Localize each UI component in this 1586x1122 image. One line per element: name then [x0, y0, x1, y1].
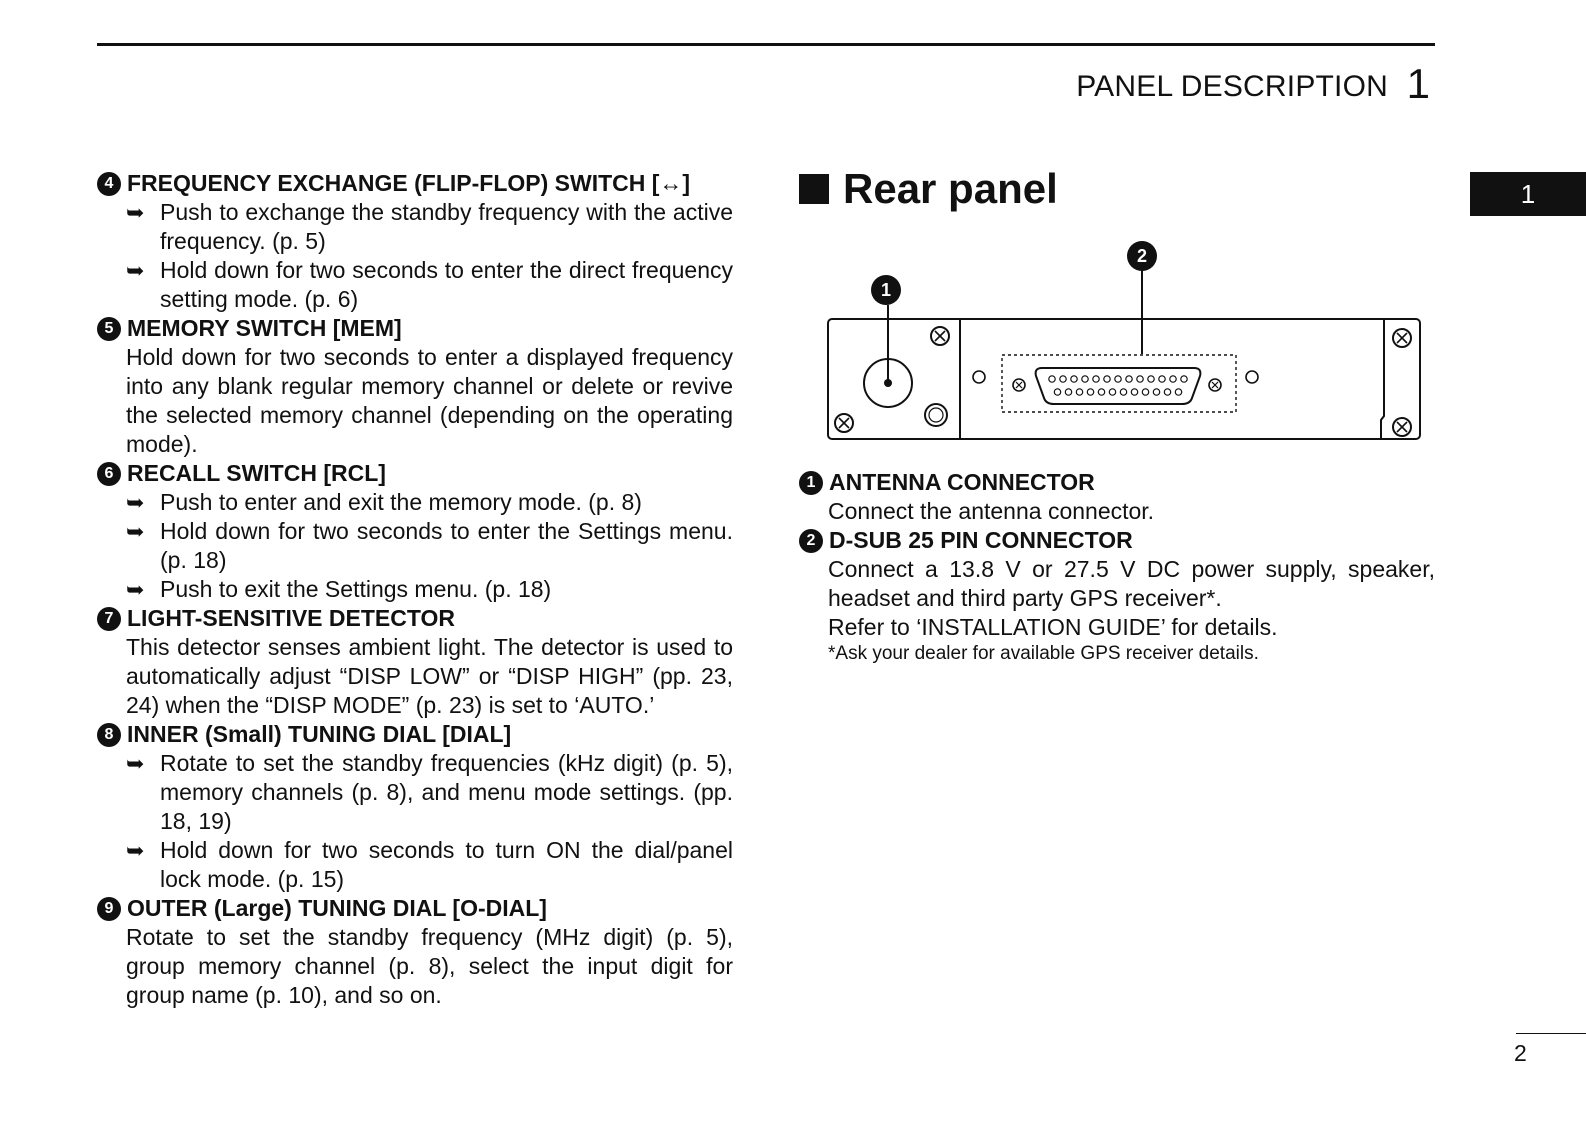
dsub-pin — [1126, 376, 1132, 382]
dsub-pin — [1109, 389, 1115, 395]
dsub-pin — [1087, 389, 1093, 395]
antenna-center-pin-icon — [884, 379, 892, 387]
item-number-badge: 7 — [97, 607, 121, 631]
dsub-pin — [1093, 376, 1099, 382]
item-title: ANTENNA CONNECTOR — [829, 469, 1095, 495]
dsub-pin — [1181, 376, 1187, 382]
item-dsub-connector — [799, 526, 1435, 666]
dsub-pin — [1131, 389, 1137, 395]
bullet-item — [126, 256, 733, 314]
dsub-pin — [1120, 389, 1126, 395]
dsub-pin — [1104, 376, 1110, 382]
dsub-pin — [1159, 376, 1165, 382]
item-title: MEMORY SWITCH [MEM] — [127, 315, 402, 341]
item-description: Connect a 13.8 V or 27.5 V DC power supply, speaker, headset and third party GPS receiver*. — [828, 556, 1435, 611]
item-number-badge: 5 — [97, 317, 121, 341]
light-hole-icon — [925, 404, 947, 426]
item-title: OUTER (Large) TUNING DIAL [O-DIAL] — [127, 895, 547, 921]
item-antenna-connector — [799, 468, 1435, 526]
bullet-arrow-icon: ➥ — [126, 519, 145, 544]
item-number-badge: 2 — [799, 529, 823, 553]
page-header-title: PANEL DESCRIPTION — [1076, 70, 1388, 103]
dsub-pin — [1082, 376, 1088, 382]
dsub-pin — [1098, 389, 1104, 395]
bullet-item — [126, 749, 733, 836]
dsub-pin — [1153, 389, 1159, 395]
item-flip-flop-switch — [97, 169, 733, 314]
dsub-pin — [1071, 376, 1077, 382]
dsub-pin — [1170, 376, 1176, 382]
section-title — [799, 160, 1435, 218]
screw-icon — [835, 414, 853, 432]
item-title: D-SUB 25 PIN CONNECTOR — [829, 527, 1133, 553]
screw-icon — [1393, 418, 1411, 436]
screw-icon — [1393, 329, 1411, 347]
dsub-pin — [1175, 389, 1181, 395]
item-inner-tuning-dial — [97, 720, 733, 894]
item-title: RECALL SWITCH [RCL] — [127, 460, 386, 486]
dsub-pin — [1148, 376, 1154, 382]
page-header-chapter: 1 — [1406, 60, 1430, 107]
callout-label-2: 2 — [1136, 246, 1148, 266]
bullet-arrow-icon: ➥ — [126, 490, 145, 515]
item-outer-tuning-dial — [97, 894, 733, 1010]
bullet-item — [126, 198, 733, 256]
item-recall-switch — [97, 459, 733, 604]
bullet-text: Hold down for two seconds to enter the Settings menu. (p. 18) — [160, 518, 733, 573]
bullet-text: Push to exit the Settings menu. (p. 18) — [160, 576, 552, 602]
item-description: Hold down for two seconds to enter a displayed frequency into any blank regular memory channel or delete or revive the selected memory channel (depending on the operating mode). — [126, 344, 733, 457]
callout-label-1: 1 — [880, 280, 892, 300]
dsub-pin — [1142, 389, 1148, 395]
item-number-badge: 1 — [799, 471, 823, 495]
dsub-pin — [1137, 376, 1143, 382]
page-number: 2 — [1514, 1040, 1527, 1066]
item-description-reference: Refer to ‘INSTALLATION GUIDE’ for details. — [828, 614, 1278, 640]
item-description: Connect the antenna connector. — [828, 498, 1155, 524]
dsub-pin — [1060, 376, 1066, 382]
item-footnote: *Ask your dealer for available GPS receiver details. — [828, 643, 1259, 664]
rear-panel-diagram — [826, 240, 1426, 450]
item-number-badge: 9 — [97, 897, 121, 921]
bullet-item — [126, 836, 733, 894]
dsub-connector-icon — [1036, 368, 1201, 404]
dsub-pin — [1054, 389, 1060, 395]
bullet-item — [126, 488, 733, 517]
bullet-item — [126, 575, 733, 604]
dsub-pin — [1115, 376, 1121, 382]
bullet-text: Hold down for two seconds to enter the direct frequency setting mode. (p. 6) — [160, 257, 733, 312]
chapter-side-tab[interactable]: 1 — [1470, 172, 1586, 216]
screw-icon — [1209, 379, 1221, 391]
screw-icon — [931, 327, 949, 345]
bullet-text: Hold down for two seconds to turn ON the dial/panel lock mode. (p. 15) — [160, 837, 733, 892]
panel-divider-right — [1381, 319, 1384, 439]
bullet-arrow-icon: ➥ — [126, 258, 145, 283]
left-column — [97, 169, 733, 1010]
panel-outline — [828, 319, 1420, 439]
bullet-item — [126, 517, 733, 575]
item-description: Rotate to set the standby frequency (MHz digit) (p. 5), group memory channel (p. 8), select the input digit for group name (p. 10), and so on. — [126, 924, 733, 1008]
item-description: This detector senses ambient light. The detector is used to automatically adjust “DISP LOW” or “DISP HIGH” (pp. 23, 24) when the “DISP MODE” (p. 23) is set to ‘AUTO.’ — [126, 634, 733, 718]
footer-rule — [1516, 1033, 1586, 1034]
dsub-pin — [1164, 389, 1170, 395]
mount-hole-icon — [1246, 371, 1258, 383]
item-number-badge: 8 — [97, 723, 121, 747]
bullet-text: Push to enter and exit the memory mode. (p. 8) — [160, 489, 642, 515]
bullet-arrow-icon: ➥ — [126, 751, 145, 776]
square-bullet-icon — [799, 174, 829, 204]
bullet-arrow-icon: ➥ — [126, 838, 145, 863]
bullet-arrow-icon: ➥ — [126, 200, 145, 225]
section-title-text: Rear panel — [843, 165, 1058, 212]
dsub-pin — [1076, 389, 1082, 395]
bullet-arrow-icon: ➥ — [126, 577, 145, 602]
screw-icon — [1013, 379, 1025, 391]
item-number-badge: 4 — [97, 172, 121, 196]
item-title: FREQUENCY EXCHANGE (FLIP-FLOP) SWITCH [↔] — [127, 170, 691, 196]
dsub-pins-icon — [1049, 376, 1187, 395]
bullet-text: Rotate to set the standby frequencies (kHz digit) (p. 5), memory channels (p. 8), and menu mode settings. (pp. 18, 19) — [160, 750, 733, 834]
right-column — [799, 160, 1435, 218]
header-rule — [97, 43, 1435, 46]
item-title: INNER (Small) TUNING DIAL [DIAL] — [127, 721, 512, 747]
dsub-pin — [1065, 389, 1071, 395]
item-light-sensitive-detector — [97, 604, 733, 720]
item-number-badge: 6 — [97, 462, 121, 486]
mount-hole-icon — [973, 371, 985, 383]
bullet-text: Push to exchange the standby frequency with the active frequency. (p. 5) — [160, 199, 733, 254]
item-memory-switch — [97, 314, 733, 459]
dsub-pin — [1049, 376, 1055, 382]
item-title: LIGHT-SENSITIVE DETECTOR — [127, 605, 455, 631]
rear-panel-items — [799, 468, 1435, 666]
